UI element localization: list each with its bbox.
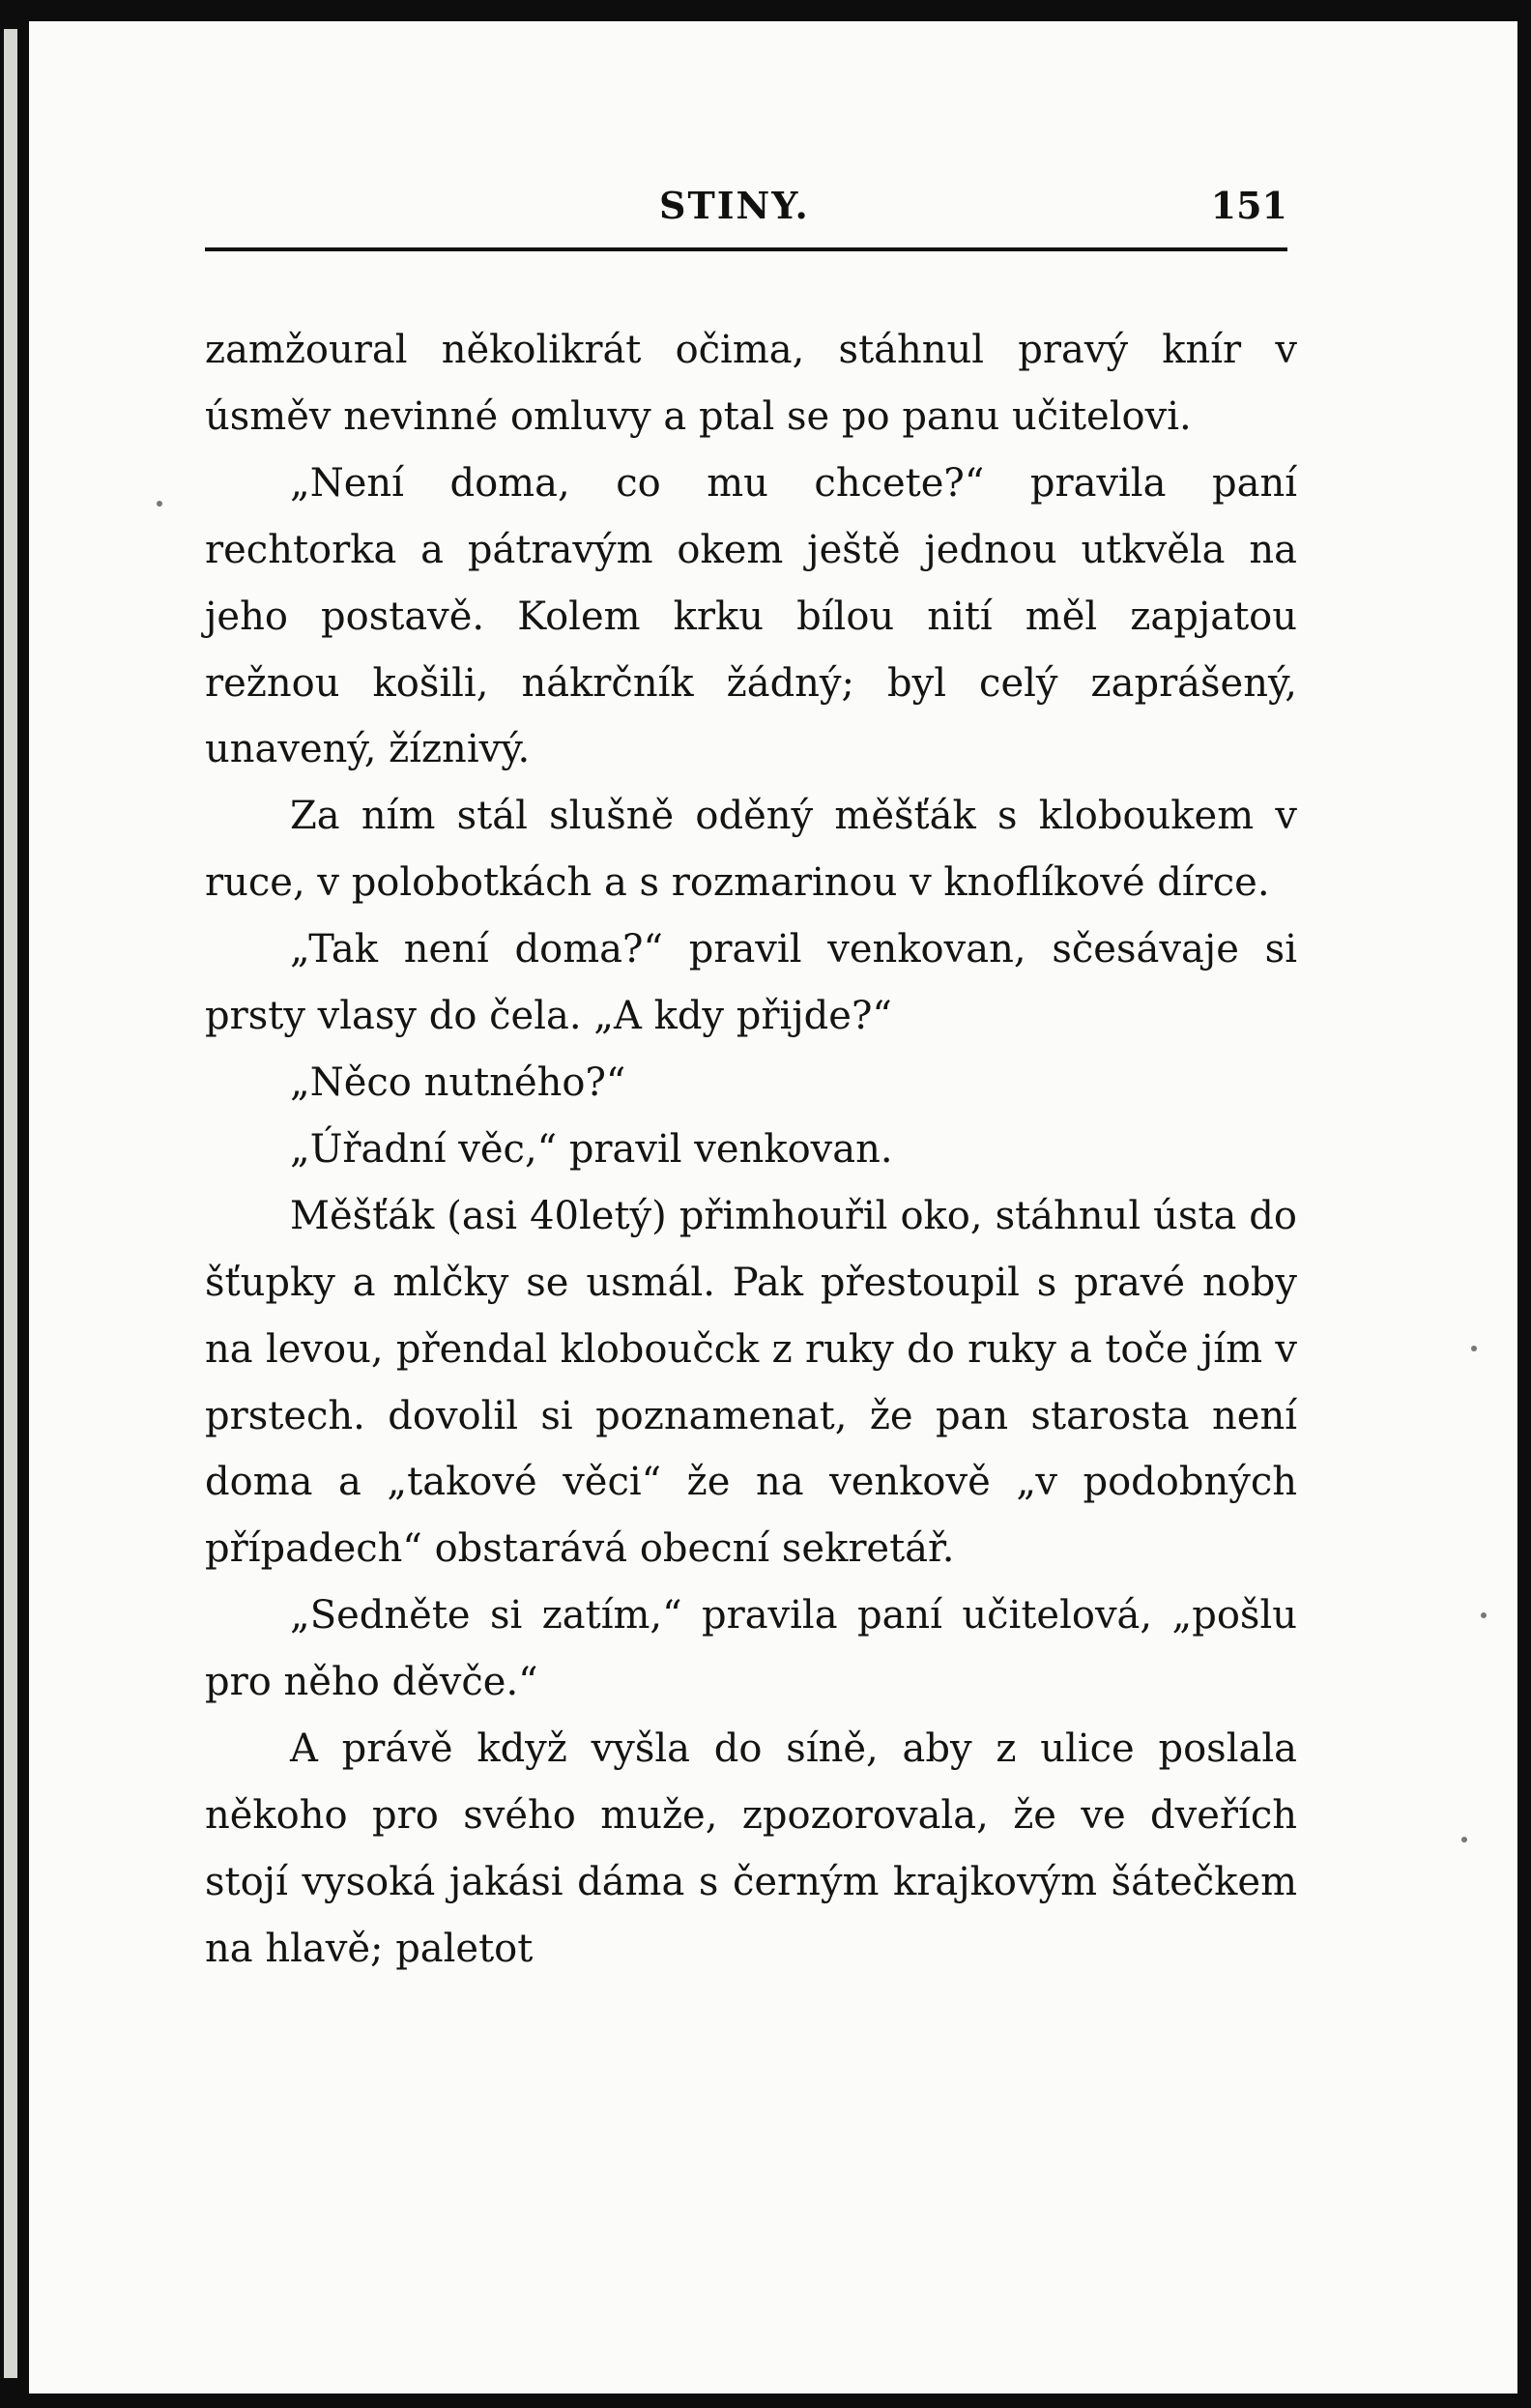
left-binding-edge [0, 0, 29, 2408]
print-speck [1481, 1612, 1487, 1618]
binding-edge-highlight [4, 29, 17, 2378]
print-speck [157, 501, 162, 507]
header-rule [205, 247, 1287, 251]
paragraph: Měšťák (asi 40letý) přimhouřil oko, stáhnul ústa do šťupky a mlčky se usmál. Pak přestoupil s pravé noby na levou, přendal kloboučck z ruky do ruky a toče jím v prstech. dovolil si poznamenat, že pan starosta není doma a „takové věci“ že na venkově „v podobných případech“ obstarává obecní sekretář. [205, 1193, 1297, 1572]
page-header [205, 184, 1287, 232]
body-text [205, 317, 1297, 1983]
print-speck [1461, 1837, 1467, 1842]
paragraph: „Tak není doma?“ pravil venkovan, sčesávaje si prsty vlasy do čela. „A kdy přijde?“ [205, 927, 1297, 1039]
page-number: 151 [1210, 184, 1287, 227]
running-head: STINY. [659, 184, 810, 227]
paragraph: „Úřadní věc,“ pravil venkovan. [290, 1126, 893, 1172]
paragraph: zamžoural několikrát očima, stáhnul pravý knír v úsměv nevinné omluvy a ptal se po panu učitelovi. [205, 328, 1297, 439]
paragraph: „Něco nutného?“ [290, 1059, 626, 1105]
paragraph: A právě když vyšla do síně, aby z ulice poslala někoho pro svého muže, zpozorovala, že ve dveřích stojí vysoká jakási dáma s černým krajkovým šátečkem na hlavě; paletot [205, 1726, 1297, 1971]
print-speck [1471, 1346, 1477, 1351]
paragraph: „Sedněte si zatím,“ pravila paní učitelová, „pošlu pro něho děvče.“ [205, 1593, 1297, 1705]
paragraph: „Není doma, co mu chcete?“ pravila paní rechtorka a pátravým okem ještě jednou utkvěla na jeho postavě. Kolem krku bílou nití měl zapjatou režnou košili, nákrčník žádný; byl celý zaprášený, unavený, žíznivý. [205, 460, 1297, 772]
paragraph: Za ním stál slušně oděný měšťák s kloboukem v ruce, v polobotkách a s rozmarinou v knoflíkové dírce. [205, 794, 1297, 906]
